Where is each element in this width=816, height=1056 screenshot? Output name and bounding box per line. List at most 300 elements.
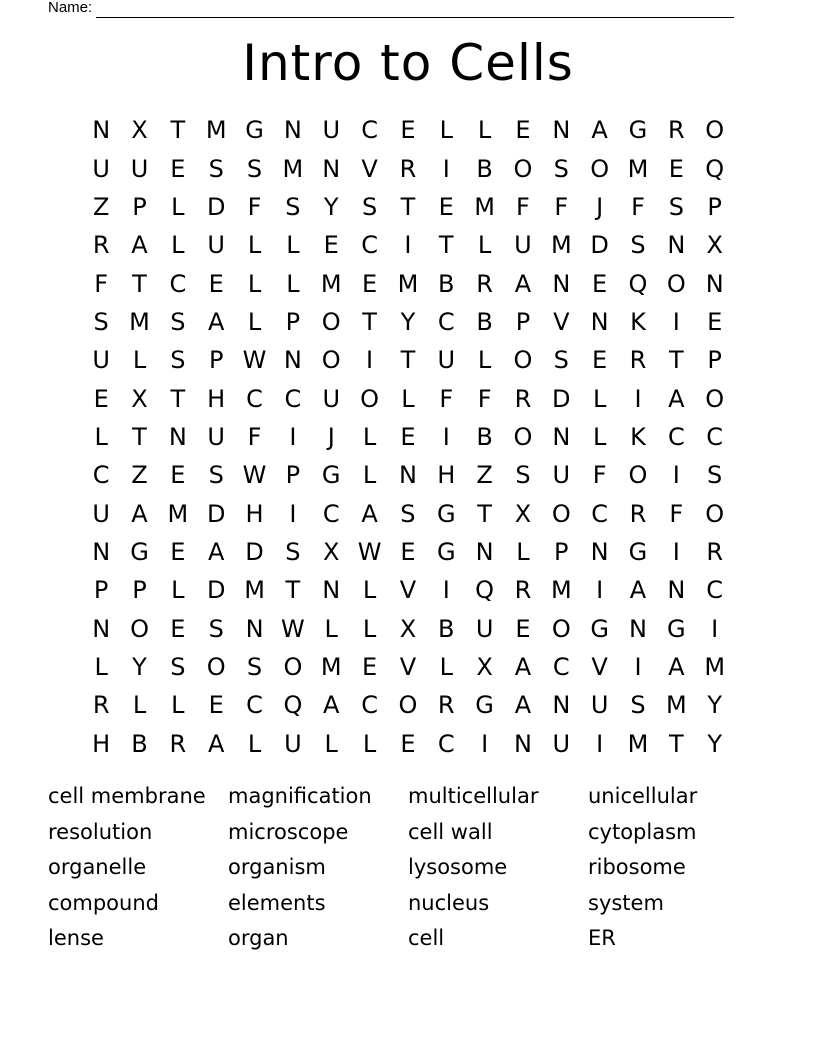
grid-letter: M: [205, 116, 227, 145]
grid-letter: C: [667, 422, 685, 451]
grid-letter: M: [129, 307, 150, 336]
grid-letter: S: [707, 461, 723, 490]
grid-letter: D: [552, 384, 571, 413]
grid-letter: R: [514, 384, 532, 413]
grid-letter: R: [92, 231, 110, 260]
grid-letter: Q: [283, 691, 303, 720]
grid-letter: M: [474, 192, 495, 221]
grid-letter: S: [285, 537, 301, 566]
grid-letter: F: [631, 192, 645, 221]
word-list-item: organelle: [48, 855, 147, 879]
grid-letter: N: [667, 231, 686, 260]
grid-letter: O: [398, 691, 418, 720]
grid-letter: I: [289, 499, 297, 528]
grid-letter: C: [591, 499, 609, 528]
grid-letter: U: [590, 691, 609, 720]
grid-letter: N: [283, 116, 302, 145]
grid-letter: G: [436, 537, 456, 566]
grid-row: [82, 188, 734, 226]
grid-row: [82, 494, 734, 532]
grid-letter: N: [590, 537, 609, 566]
grid-letter: C: [92, 461, 110, 490]
grid-letter: P: [707, 192, 722, 221]
grid-letter: M: [244, 576, 265, 605]
grid-letter: S: [285, 192, 301, 221]
grid-letter: Y: [323, 192, 339, 221]
grid-letter: M: [397, 269, 419, 298]
grid-letter: V: [361, 154, 378, 183]
grid-letter: R: [667, 116, 685, 145]
grid-letter: A: [207, 307, 225, 336]
grid-row: [82, 533, 734, 571]
grid-letter: E: [170, 461, 186, 490]
grid-letter: W: [281, 614, 305, 643]
grid-letter: S: [553, 346, 569, 375]
grid-letter: A: [361, 499, 378, 528]
grid-letter: F: [554, 192, 569, 221]
grid-letter: O: [360, 384, 380, 413]
grid-letter: N: [322, 576, 341, 605]
grid-letter: C: [437, 307, 455, 336]
grid-letter: B: [438, 614, 455, 643]
grid-row: [82, 303, 734, 341]
grid-letter: N: [398, 461, 417, 490]
grid-letter: C: [437, 729, 455, 758]
grid-letter: D: [206, 192, 226, 221]
grid-letter: I: [672, 537, 680, 566]
grid-letter: C: [361, 116, 378, 145]
grid-letter: A: [131, 499, 148, 528]
grid-letter: Q: [705, 154, 725, 183]
grid-letter: L: [362, 461, 377, 490]
grid-letter: U: [514, 231, 532, 260]
grid-letter: C: [322, 499, 340, 528]
grid-letter: U: [207, 422, 225, 451]
grid-row: [82, 648, 734, 686]
grid-letter: G: [628, 537, 648, 566]
grid-letter: C: [706, 422, 724, 451]
grid-letter: I: [404, 231, 412, 260]
grid-letter: L: [247, 269, 262, 298]
grid-letter: B: [476, 307, 493, 336]
grid-letter: N: [92, 614, 111, 643]
grid-letter: E: [170, 537, 186, 566]
grid-letter: S: [400, 499, 416, 528]
grid-letter: S: [170, 346, 186, 375]
grid-letter: G: [628, 116, 648, 145]
grid-letter: R: [706, 537, 724, 566]
grid-letter: E: [93, 384, 109, 413]
grid-letter: P: [285, 307, 301, 336]
grid-letter: G: [590, 614, 609, 643]
grid-row: [82, 264, 734, 302]
grid-letter: O: [321, 346, 341, 375]
grid-letter: R: [169, 729, 187, 758]
grid-letter: E: [515, 614, 531, 643]
grid-letter: E: [323, 231, 339, 260]
grid-letter: X: [476, 652, 493, 681]
grid-letter: M: [320, 269, 342, 298]
grid-letter: A: [668, 384, 685, 413]
grid-letter: N: [667, 576, 686, 605]
grid-letter: O: [513, 422, 533, 451]
grid-letter: R: [629, 499, 647, 528]
grid-row: [82, 456, 734, 494]
grid-letter: U: [284, 729, 302, 758]
grid-letter: D: [206, 499, 226, 528]
grid-letter: C: [246, 384, 263, 413]
grid-row: [82, 226, 734, 264]
grid-letter: L: [94, 652, 108, 681]
grid-letter: E: [592, 269, 608, 298]
grid-letter: N: [705, 269, 724, 298]
grid-letter: S: [246, 154, 263, 183]
grid-letter: U: [322, 384, 341, 413]
word-list-item: unicellular: [588, 784, 698, 808]
grid-letter: O: [705, 499, 725, 528]
grid-letter: P: [285, 461, 301, 490]
grid-letter: E: [208, 269, 224, 298]
grid-letter: L: [362, 576, 377, 605]
word-list-item: organism: [228, 855, 326, 879]
word-list-item: cell wall: [408, 819, 493, 844]
grid-letter: Z: [131, 461, 148, 490]
grid-letter: X: [323, 537, 340, 566]
grid-letter: X: [131, 384, 148, 413]
grid-letter: P: [132, 576, 147, 605]
grid-letter: T: [477, 499, 492, 528]
grid-letter: L: [592, 384, 607, 413]
grid-letter: M: [627, 729, 649, 758]
grid-letter: L: [94, 422, 108, 451]
grid-letter: U: [92, 499, 110, 528]
grid-letter: O: [590, 154, 610, 183]
grid-letter: G: [130, 537, 149, 566]
grid-letter: G: [245, 116, 264, 145]
word-list-item: cell: [408, 926, 445, 950]
grid-letter: A: [323, 691, 340, 720]
grid-letter: L: [286, 231, 300, 260]
grid-letter: E: [592, 346, 608, 375]
grid-letter: M: [320, 652, 342, 681]
grid-letter: I: [596, 576, 604, 605]
word-list-item: ribosome: [588, 855, 686, 879]
grid-letter: R: [92, 691, 110, 720]
grid-letter: I: [634, 384, 642, 413]
grid-letter: S: [246, 652, 263, 681]
grid-row: [82, 341, 734, 379]
grid-letter: T: [170, 116, 186, 145]
word-list-item: magnification: [228, 784, 372, 808]
grid-letter: M: [282, 154, 304, 183]
grid-letter: O: [705, 384, 725, 413]
grid-letter: S: [170, 652, 186, 681]
grid-letter: I: [596, 729, 604, 758]
grid-letter: M: [704, 652, 726, 681]
word-list-item: cytoplasm: [588, 819, 697, 844]
grid-letter: S: [630, 691, 646, 720]
grid-letter: B: [438, 269, 455, 298]
grid-letter: C: [246, 691, 263, 720]
grid-letter: K: [630, 422, 646, 451]
word-list-item: lysosome: [408, 855, 508, 879]
grid-letter: A: [514, 269, 532, 298]
grid-letter: R: [476, 269, 493, 298]
grid-letter: L: [171, 192, 185, 221]
grid-letter: O: [551, 499, 571, 528]
word-list-item: nucleus: [408, 890, 490, 915]
grid-letter: F: [669, 499, 684, 528]
grid-letter: D: [590, 231, 609, 260]
grid-letter: L: [324, 729, 338, 758]
grid-letter: G: [436, 499, 456, 528]
grid-letter: B: [476, 422, 493, 451]
grid-letter: F: [247, 192, 262, 221]
name-field: [48, 0, 748, 18]
grid-letter: J: [596, 192, 604, 221]
grid-letter: N: [92, 116, 111, 145]
grid-letter: O: [666, 269, 686, 298]
grid-letter: A: [629, 576, 647, 605]
grid-letter: P: [515, 307, 531, 336]
word-list-item: resolution: [48, 819, 153, 844]
grid-letter: T: [400, 192, 416, 221]
grid-letter: V: [553, 307, 570, 336]
grid-letter: U: [437, 346, 456, 375]
grid-letter: L: [324, 614, 338, 643]
grid-letter: S: [553, 154, 569, 183]
grid-letter: L: [439, 652, 453, 681]
grid-letter: V: [591, 652, 608, 681]
grid-letter: U: [322, 116, 341, 145]
grid-letter: H: [245, 499, 264, 528]
grid-letter: O: [130, 614, 149, 643]
grid-letter: E: [400, 422, 416, 451]
grid-letter: H: [92, 729, 111, 758]
grid-letter: E: [170, 154, 186, 183]
word-list-item: microscope: [228, 819, 349, 844]
grid-letter: N: [590, 307, 609, 336]
grid-letter: L: [477, 346, 492, 375]
grid-letter: P: [208, 346, 224, 375]
grid-letter: A: [514, 652, 532, 681]
grid-letter: L: [362, 729, 377, 758]
grid-letter: N: [283, 346, 302, 375]
grid-letter: F: [516, 192, 530, 221]
grid-letter: S: [361, 192, 378, 221]
grid-letter: F: [439, 384, 454, 413]
grid-letter: O: [283, 652, 303, 681]
grid-letter: S: [630, 231, 646, 260]
grid-letter: L: [401, 384, 415, 413]
word-list-item: elements: [228, 890, 326, 915]
grid-letter: L: [477, 116, 492, 145]
word-list-item: organ: [228, 926, 289, 950]
grid-letter: V: [399, 576, 417, 605]
grid-letter: K: [630, 307, 646, 336]
grid-letter: S: [208, 461, 224, 490]
grid-letter: S: [668, 192, 684, 221]
grid-letter: U: [92, 154, 110, 183]
grid-letter: T: [132, 422, 147, 451]
grid-letter: F: [592, 461, 607, 490]
grid-letter: N: [92, 537, 111, 566]
grid-letter: M: [550, 231, 572, 260]
grid-letter: T: [362, 307, 377, 336]
grid-letter: Z: [92, 192, 110, 221]
grid-letter: A: [131, 231, 148, 260]
grid-letter: I: [289, 422, 297, 451]
grid-letter: U: [207, 231, 225, 260]
word-list-item: compound: [48, 890, 159, 915]
grid-letter: P: [707, 346, 722, 375]
word-list: [48, 779, 768, 957]
grid-letter: N: [475, 537, 494, 566]
grid-letter: F: [477, 384, 492, 413]
grid-letter: L: [132, 691, 147, 720]
letter-grid: [82, 111, 734, 763]
grid-letter: O: [206, 652, 226, 681]
grid-letter: Y: [132, 652, 147, 681]
grid-letter: W: [242, 346, 267, 375]
grid-letter: L: [247, 729, 262, 758]
grid-letter: F: [94, 269, 109, 298]
grid-letter: I: [672, 461, 680, 490]
grid-letter: S: [208, 614, 224, 643]
grid-letter: W: [357, 537, 382, 566]
grid-letter: P: [554, 537, 569, 566]
grid-letter: T: [400, 346, 416, 375]
grid-letter: N: [552, 269, 571, 298]
grid-row: [82, 418, 734, 456]
grid-letter: U: [552, 461, 571, 490]
grid-letter: Q: [628, 269, 648, 298]
grid-letter: O: [628, 461, 648, 490]
grid-letter: I: [442, 576, 450, 605]
word-list-item: system: [588, 890, 664, 915]
grid-letter: N: [245, 614, 264, 643]
grid-letter: G: [475, 691, 494, 720]
grid-letter: V: [399, 652, 417, 681]
grid-letter: N: [168, 422, 187, 451]
grid-letter: D: [206, 576, 226, 605]
grid-letter: O: [551, 614, 571, 643]
grid-letter: F: [247, 422, 262, 451]
grid-letter: E: [170, 614, 186, 643]
grid-letter: M: [627, 154, 649, 183]
grid-letter: A: [514, 691, 532, 720]
grid-letter: M: [550, 576, 572, 605]
grid-letter: T: [132, 269, 147, 298]
grid-letter: E: [668, 154, 684, 183]
grid-letter: T: [285, 576, 301, 605]
grid-letter: B: [476, 154, 493, 183]
grid-letter: I: [366, 346, 374, 375]
grid-letter: X: [399, 614, 417, 643]
grid-letter: L: [439, 116, 453, 145]
grid-letter: N: [552, 116, 571, 145]
name-underline: [96, 2, 734, 18]
grid-letter: M: [665, 691, 687, 720]
grid-letter: L: [286, 269, 300, 298]
grid-letter: R: [437, 691, 455, 720]
grid-row: [82, 379, 734, 417]
grid-letter: X: [514, 499, 532, 528]
grid-letter: L: [247, 231, 262, 260]
grid-letter: P: [132, 192, 147, 221]
grid-letter: A: [668, 652, 685, 681]
grid-letter: L: [477, 231, 492, 260]
grid-letter: S: [208, 154, 224, 183]
grid-letter: P: [93, 576, 109, 605]
grid-row: [82, 571, 734, 609]
grid-row: [82, 149, 734, 187]
grid-letter: L: [171, 231, 185, 260]
grid-letter: O: [705, 116, 725, 145]
grid-letter: E: [361, 652, 378, 681]
grid-letter: Y: [707, 691, 722, 720]
grid-row: [82, 111, 734, 149]
name-label: Name:: [48, 0, 93, 16]
grid-letter: J: [327, 422, 335, 451]
grid-letter: E: [707, 307, 723, 336]
grid-row: [82, 725, 734, 763]
grid-letter: E: [361, 269, 378, 298]
grid-letter: U: [130, 154, 149, 183]
grid-letter: N: [322, 154, 341, 183]
grid-letter: E: [400, 537, 416, 566]
grid-letter: H: [207, 384, 226, 413]
grid-letter: E: [208, 691, 224, 720]
grid-letter: M: [167, 499, 189, 528]
grid-letter: L: [362, 614, 377, 643]
grid-letter: L: [592, 422, 607, 451]
grid-letter: W: [242, 461, 267, 490]
grid-letter: Y: [707, 729, 722, 758]
grid-letter: R: [629, 346, 647, 375]
grid-letter: L: [171, 691, 185, 720]
grid-letter: I: [442, 422, 450, 451]
grid-letter: H: [437, 461, 456, 490]
grid-letter: E: [400, 729, 416, 758]
grid-letter: D: [245, 537, 264, 566]
grid-letter: L: [516, 537, 530, 566]
grid-letter: X: [706, 231, 723, 260]
grid-letter: O: [513, 154, 533, 183]
grid-letter: E: [400, 116, 416, 145]
grid-letter: Y: [400, 307, 416, 336]
grid-letter: E: [515, 116, 531, 145]
word-list-item: lense: [48, 926, 104, 950]
grid-letter: S: [93, 307, 109, 336]
grid-letter: X: [131, 116, 148, 145]
grid-letter: N: [552, 422, 571, 451]
grid-letter: I: [634, 652, 642, 681]
grid-row: [82, 686, 734, 724]
grid-letter: L: [247, 307, 262, 336]
grid-letter: S: [170, 307, 186, 336]
grid-letter: R: [399, 154, 417, 183]
grid-letter: U: [475, 614, 494, 643]
grid-letter: N: [552, 691, 571, 720]
grid-letter: U: [552, 729, 571, 758]
grid-letter: N: [513, 729, 532, 758]
grid-letter: A: [591, 116, 608, 145]
grid-letter: C: [706, 576, 724, 605]
grid-letter: I: [442, 154, 450, 183]
grid-letter: S: [515, 461, 531, 490]
grid-letter: L: [362, 422, 377, 451]
